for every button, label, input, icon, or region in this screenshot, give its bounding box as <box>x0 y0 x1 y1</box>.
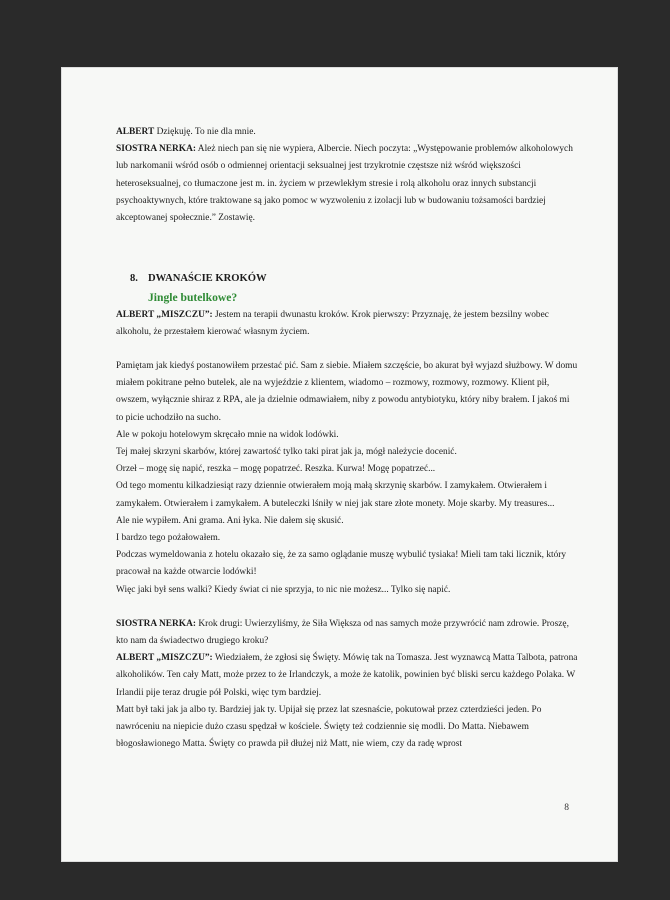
dialogue-text: Wiedziałem, że zgłosi się Święty. Mówię tak na Tomasza. Jest wyznawcą Matta Talbota, patrona alkoholików. Ten cały Matt, może przez to że Irlandczyk, a może że katolik, powinien być bliski sercu każdego Polaka. W Irlandii pije teraz drugie pół Polski, więc tym bardziej. <box>116 653 578 698</box>
page-number: 8 <box>564 803 569 813</box>
paragraph: Ale nie wypiłem. Ani grama. Ani łyka. Nie dałem się skusić. <box>116 515 344 526</box>
paragraph: Więc jaki był sens walki? Kiedy świat ci nie sprzyja, to nic nie możesz... Tylko się napić. <box>116 584 451 595</box>
section-heading <box>130 270 578 287</box>
speaker-name: ALBERT „MISZCZU”: <box>116 653 213 664</box>
section-title: DWANAŚCIE KROKÓW <box>148 273 267 285</box>
paragraph: Pamiętam jak kiedyś postanowiłem przestać pić. Sam z siebie. Miałem szczęście, bo akurat był wyjazd służbowy. W domu miałem pokitrane pełno butelek, ale na wyjeździe z klientem, wiadomo – rozmowy, rozmowy, rozmowy. Klient pił, owszem, wyłącznie shiraz z RPA, ale ja dzielnie odmawiałem, niby z powodu antybiotyku, który niby brałem. I jakoś mi to picie uchodziło na sucho. <box>116 361 578 423</box>
paragraph <box>116 124 578 141</box>
paragraph <box>116 141 578 227</box>
paragraph <box>116 650 578 702</box>
dialogue-text: Dziękuję. To nie dla mnie. <box>154 127 256 137</box>
speaker-name: ALBERT „MISZCZU”: <box>116 309 213 320</box>
paragraph <box>116 616 578 650</box>
paragraph: Orzeł – mogę się napić, reszka – mogę popatrzeć. Reszka. Kurwa! Mogę popatrzeć... <box>116 464 436 475</box>
speaker-name: SIOSTRA NERKA: <box>116 144 196 155</box>
paragraph: Tej małej skrzyni skarbów, której zawartość tylko taki pirat jak ja, mógł należycie docenić. <box>116 447 457 458</box>
paragraph <box>116 307 578 341</box>
spacer <box>116 599 578 616</box>
speaker-name: ALBERT <box>116 127 155 137</box>
paragraph: I bardzo tego pożałowałem. <box>116 533 221 544</box>
spacer <box>116 341 578 358</box>
spacer <box>116 227 578 253</box>
section-number: 8. <box>130 273 138 285</box>
dialogue-text: Krok drugi: Uwierzyliśmy, że Siła Większa od nas samych może przywrócić nam zdrowie. Proszę, kto nam da świadectwo drugiego kroku? <box>116 618 569 647</box>
dialogue-text: Ależ niech pan się nie wypiera, Albercie. Niech poczyta: „Występowanie problemów alkoholowych lub narkomanii wśród osób o odmiennej orientacji seksualnej jest trzykrotnie częstsze niż wśród większości heteroseksualnej, co tłumaczone jest m. in. życiem w przewlekłym stresie i rolą alkoholu oraz innych substancji psychoaktywnych, które traktowane są jako pomoc w wyzwoleniu z izolacji lub w budowaniu tożsamości bardziej akceptowanej społecznie.” Zostawię. <box>116 144 573 224</box>
paragraph: Podczas wymeldowania z hotelu okazało się, że za samo oglądanie muszę wybulić tysiaka! Mieli tam taki licznik, który pracował na każde otwarcie lodówki! <box>116 550 567 578</box>
document-page <box>62 68 617 861</box>
dialogue-text: Jestem na terapii dwunastu kroków. Krok pierwszy: Przyznaję, że jestem bezsilny wobec alkoholu, że przestałem kierować własnym życiem. <box>116 309 549 337</box>
paragraph: Matt był taki jak ja albo ty. Bardziej jak ty. Upijał się przez lat szesnaście, pokutował przez czterdzieści jeden. Po nawróceniu na niepicie dużo czasu spędzał w kościele. Święty też codziennie się modli. Do Matta. Niebawem błogosławionego Matta. Święty co prawda pił dłużej niż Matt, nie wiem, czy da radę wprost <box>116 704 542 750</box>
section-subtitle: Jingle butelkowe? <box>148 291 238 305</box>
speaker-name: SIOSTRA NERKA: <box>116 618 196 629</box>
page-text <box>116 124 578 754</box>
paragraph: Od tego momentu kilkadziesiąt razy dziennie otwierałem moją małą skrzynię skarbów. I zamykałem. Otwierałem i zamykałem. Otwierałem i zamykałem. A buteleczki lśniły w niej jak stare złote monety. Moje skarby. My treasures... <box>116 481 555 509</box>
spacer <box>116 253 578 270</box>
paragraph: Ale w pokoju hotelowym skręcało mnie na widok lodówki. <box>116 429 339 440</box>
